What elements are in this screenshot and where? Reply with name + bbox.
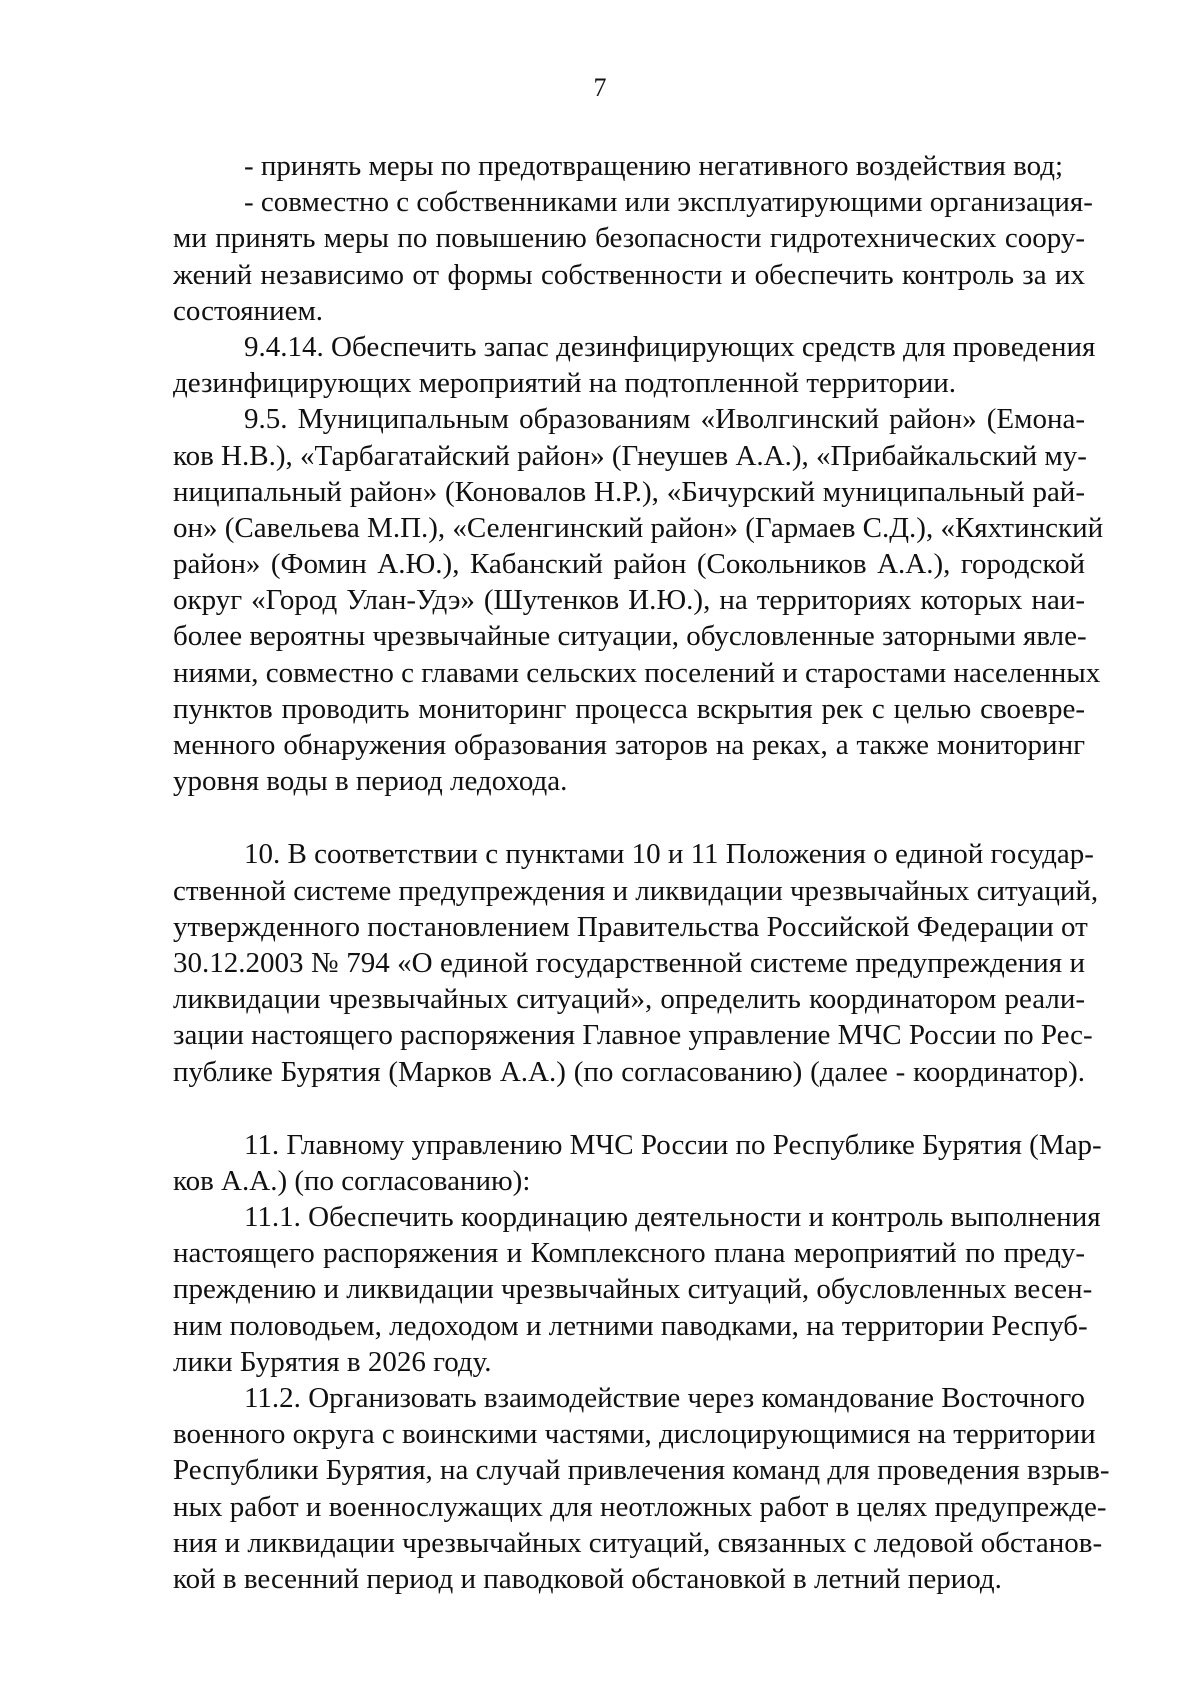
text-line: ных работ и военнослужащих для неотложных работ в целях предупрежде- xyxy=(173,1490,1107,1523)
page-number: 7 xyxy=(593,73,607,102)
text-line: жений независимо от формы собственности и обеспечить контроль за их xyxy=(173,258,1085,291)
text-line: ков А.А.) (по согласованию): xyxy=(173,1164,531,1197)
text-line: утвержденного постановлением Правительства Российской Федерации от xyxy=(173,910,1088,943)
text-line: кой в весенний период и паводковой обстановкой в летний период. xyxy=(173,1562,1002,1595)
text-line: - совместно с собственниками или эксплуатирующими организация- xyxy=(244,186,1093,219)
text-line: 10. В соответствии с пунктами 10 и 11 Положения о единой государ- xyxy=(244,838,1094,871)
paragraph-9-4-14 xyxy=(173,329,1096,401)
text-line: 30.12.2003 № 794 «О единой государственной системе предупреждения и xyxy=(173,946,1085,979)
paragraph-10 xyxy=(173,836,1099,1089)
paragraph-gap xyxy=(173,799,1085,836)
text-line: ми принять меры по повышению безопасности гидротехнических соору- xyxy=(173,222,1085,255)
text-line: лики Бурятия в 2026 году. xyxy=(173,1345,492,1378)
text-line: дезинфицирующих мероприятий на подтопленной территории. xyxy=(173,367,956,400)
text-line: ков Н.В.), «Тарбагатайский район» (Гнеушев А.А.), «Прибайкальский му- xyxy=(173,439,1087,472)
paragraph-gap xyxy=(173,1090,1085,1127)
text-line: 11.2. Организовать взаимодействие через командование Восточного xyxy=(244,1382,1085,1414)
paragraph-measures-hydro xyxy=(173,184,1093,329)
text-line: Республики Бурятия, на случай привлечения команд для проведения взрыв- xyxy=(173,1454,1110,1487)
text-line: более вероятны чрезвычайные ситуации, обусловленные заторными явле- xyxy=(173,620,1087,653)
text-line: состоянием. xyxy=(173,294,324,327)
text-line: публике Бурятия (Марков А.А.) (по согласованию) (далее - координатор). xyxy=(173,1055,1085,1088)
text-line: район» (Фомин А.Ю.), Кабанский район (Сокольников А.А.), городской xyxy=(173,548,1085,581)
paragraph-11-2 xyxy=(173,1380,1110,1597)
text-line: 9.5. Муниципальным образованиям «Иволгинский район» (Емона- xyxy=(244,403,1085,436)
text-line: менного обнаружения образования заторов на реках, а также мониторинг xyxy=(173,729,1085,761)
document-body xyxy=(173,148,1110,1597)
text-line: ниципальный район» (Коновалов Н.Р.), «Бичурский муниципальный рай- xyxy=(173,475,1085,508)
text-line: зации настоящего распоряжения Главное управление МЧС России по Рес- xyxy=(173,1019,1093,1052)
text-line: военного округа с воинскими частями, дислоцирующимися на территории xyxy=(173,1418,1096,1451)
text-line: настоящего распоряжения и Комплексного плана мероприятий по преду- xyxy=(173,1237,1085,1270)
text-line: ниями, совместно с главами сельских поселений и старостами населенных xyxy=(173,656,1101,689)
text-line: преждению и ликвидации чрезвычайных ситуаций, обусловленных весен- xyxy=(173,1273,1093,1306)
paragraph-11 xyxy=(173,1127,1102,1199)
text-line: он» (Савельева М.П.), «Селенгинский район» (Гармаев С.Д.), «Кяхтинский xyxy=(173,511,1104,544)
text-line: ликвидации чрезвычайных ситуаций», определить координатором реали- xyxy=(173,983,1085,1016)
text-line: 11. Главному управлению МЧС России по Республике Бурятия (Мар- xyxy=(244,1128,1102,1161)
text-line: пунктов проводить мониторинг процесса вскрытия рек с целью своевре- xyxy=(173,692,1085,725)
paragraph-11-1 xyxy=(173,1199,1101,1380)
text-line: 9.4.14. Обеспечить запас дезинфицирующих средств для проведения xyxy=(244,330,1096,363)
text-line: ния и ликвидации чрезвычайных ситуаций, связанных с ледовой обстанов- xyxy=(173,1526,1103,1559)
text-line: 11.1. Обеспечить координацию деятельности и контроль выполнения xyxy=(244,1201,1101,1234)
text-line: ним половодьем, ледоходом и летними паводками, на территории Респуб- xyxy=(173,1309,1088,1342)
paragraph-measures-water xyxy=(173,148,1085,184)
paragraph-9-5 xyxy=(173,401,1104,799)
text-line: - принять меры по предотвращению негативного воздействия вод; xyxy=(244,150,1064,182)
text-line: уровня воды в период ледохода. xyxy=(173,765,568,798)
text-line: округ «Город Улан-Удэ» (Шутенков И.Ю.), на территориях которых наи- xyxy=(173,584,1085,617)
text-line: ственной системе предупреждения и ликвидации чрезвычайных ситуаций, xyxy=(173,874,1099,907)
